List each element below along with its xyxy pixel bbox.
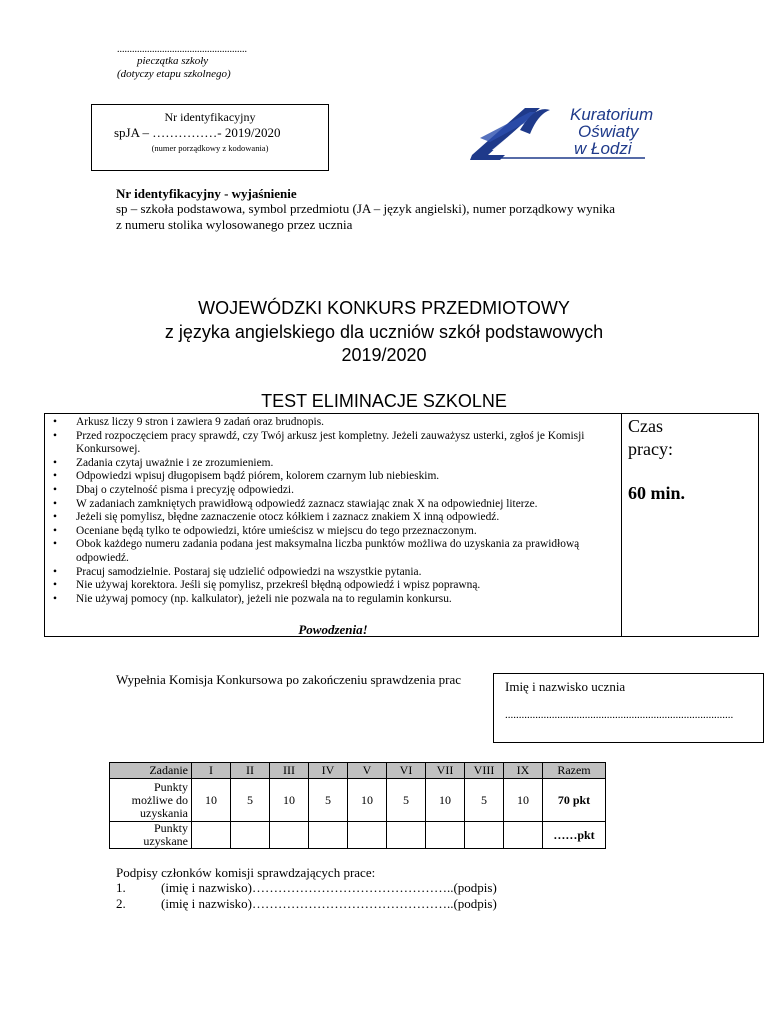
score-input-cell[interactable] [465,822,504,849]
table-row [110,763,606,779]
signature-text: (imię i nazwisko)………………………………………..(podpis) [161,896,497,911]
id-number-box [91,104,329,171]
table-header-cell: III [270,763,309,779]
student-name-label: Imię i nazwisko ucznia [505,679,626,694]
score-input-cell[interactable] [231,822,270,849]
score-input-cell[interactable] [348,822,387,849]
score-input-cell[interactable] [309,822,348,849]
signature-number: 2. [116,896,126,911]
stamp-label: pieczątka szkoły [137,55,209,67]
student-name-field[interactable]: ................................................................................... [505,709,734,721]
id-explanation-line: sp – szkoła podstawowa, symbol przedmiotu (JA – język angielski), numer porządkowy wynika [116,201,615,216]
instruction-item: • Nie używaj korektora. Jeśli się pomylisz, przekreśl błędną odpowiedź i wpisz poprawną. [45,579,621,593]
score-input-cell[interactable] [426,822,465,849]
table-header-cell: Zadanie [110,763,192,779]
contest-title: WOJEWÓDZKI KONKURS PRZEDMIOTOWY [198,298,570,318]
test-title: TEST ELIMINACJE SZKOLNE [261,391,507,411]
id-box-note: (numer porządkowy z kodowania) [151,143,269,153]
instructions-divider [621,414,622,636]
instruction-item: • Odpowiedzi wpisuj długopisem bądź piórem, kolorem czarnym lub niebieskim. [45,470,621,484]
instructions-box [44,413,759,637]
instruction-item: • Nie używaj pomocy (np. kalkulator), jeżeli nie pozwala na to regulamin konkursu. [45,593,621,607]
instruction-item: • Zadania czytaj uważnie i ze zrozumieniem. [45,457,621,471]
table-cell: Punkty uzyskane [110,822,192,849]
score-table [109,762,606,849]
table-cell: 10 [504,779,543,822]
score-input-cell[interactable] [270,822,309,849]
table-cell: Punkty możliwe do uzyskania [110,779,192,822]
table-cell: 10 [426,779,465,822]
signature-line [116,880,497,896]
work-time-label: pracy: [628,439,673,459]
table-header-cell: I [192,763,231,779]
id-explanation-line: z numeru stolika wylosowanego przez ucznia [116,217,353,232]
instruction-item: • Pracuj samodzielnie. Postaraj się udzielić odpowiedzi na wszystkie pytania. [45,566,621,580]
table-row [110,822,606,849]
instruction-item: • Obok każdego numeru zadania podana jest maksymalna liczba punktów możliwa do uzyskania za prawidłową odpowiedź. [45,538,621,565]
instruction-item: • Arkusz liczy 9 stron i zawiera 9 zadań oraz brudnopis. [45,416,621,430]
good-luck-text: Powodzenia! [298,622,368,637]
signature-number: 1. [116,880,126,895]
table-cell: 5 [387,779,426,822]
instruction-item: • Przed rozpoczęciem pracy sprawdź, czy Twój arkusz jest kompletny. Jeżeli zauważysz usterki, zgłoś je Komisji Konkursowej. [45,430,621,457]
table-header-cell: Razem [543,763,606,779]
table-cell: 70 pkt [543,779,606,822]
table-cell: 5 [231,779,270,822]
instruction-item: • Oceniane będą tylko te odpowiedzi, które umieścisz w miejscu do tego przeznaczonym. [45,525,621,539]
work-time-value: 60 min. [628,483,686,503]
score-input-cell[interactable] [192,822,231,849]
instruction-item: • W zadaniach zamkniętych prawidłową odpowiedź zaznacz stawiając znak X na odpowiedniej literze. [45,498,621,512]
score-input-cell[interactable] [504,822,543,849]
table-header-cell: IX [504,763,543,779]
instructions-list [45,416,621,606]
commission-note: Wypełnia Komisja Konkursowa po zakończeniu sprawdzenia prac [116,672,462,687]
contest-subtitle: z języka angielskiego dla uczniów szkół podstawowych [164,322,604,342]
signature-line [116,896,497,912]
table-cell: 5 [465,779,504,822]
logo-line-1: Kuratorium [570,105,654,124]
logo-line-3: w Łodzi [574,139,632,158]
student-name-box [493,673,764,743]
id-box-code: spJA – ……………- 2019/2020 [114,125,281,140]
table-cell: 5 [309,779,348,822]
contest-year: 2019/2020 [341,345,427,365]
table-header-cell: V [348,763,387,779]
table-cell: 10 [192,779,231,822]
table-row [110,779,606,822]
id-explanation-title: Nr identyfikacyjny - wyjaśnienie [116,186,297,201]
table-header-cell: II [231,763,270,779]
instruction-item: • Jeżeli się pomylisz, błędne zaznaczenie otocz kółkiem i zaznacz znakiem X inną odpowiedź. [45,511,621,525]
table-cell: 10 [348,779,387,822]
signatures-title: Podpisy członków komisji sprawdzających prace: [116,865,376,880]
table-header-cell: VII [426,763,465,779]
table-header-cell: IV [309,763,348,779]
signature-text: (imię i nazwisko)………………………………………..(podpis) [161,880,497,895]
score-input-cell[interactable] [387,822,426,849]
logo-line-2: Oświaty [578,122,639,141]
table-cell: 10 [270,779,309,822]
id-box-title: Nr identyfikacyjny [164,110,256,124]
work-time-label: Czas [628,416,663,436]
instruction-item: • Dbaj o czytelność pisma i precyzję odpowiedzi. [45,484,621,498]
stamp-note: (dotyczy etapu szkolnego) [117,68,231,80]
table-cell: ……pkt [543,822,606,849]
table-header-cell: VI [387,763,426,779]
kuratorium-logo [470,100,680,164]
table-header-cell: VIII [465,763,504,779]
stamp-line: .................................................... [117,44,247,55]
